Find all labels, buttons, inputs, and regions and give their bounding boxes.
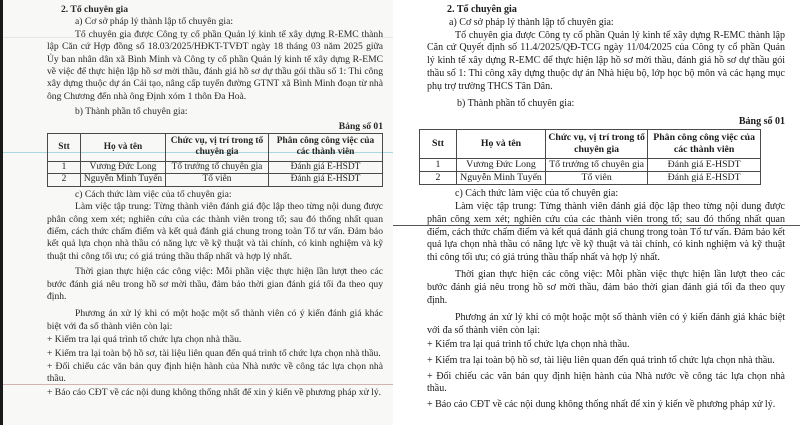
section-c-paragraph-2: Thời gian thực hiện các công việc: Mỗi phần việc thực hiện lần lượt theo các bước đánh giá nêu trong hồ sơ mời thầu, đảm bảo thời gian đánh giá tối đa theo quy định. [47,266,383,302]
section-b-title: b) Thành phần tổ chuyên gia: [457,97,575,109]
header-cell: Phân công công việc của các thành viên [648,130,761,159]
table-cell: 1 [420,159,457,172]
section-c-paragraph-1: Làm việc tập trung: Từng thành viên đánh giá độc lập theo từng nội dung được phân công xem xét; nghiên cứu của các thành viên trong tổ; sau đó thống nhất quan điểm, cách thức chấm điểm và kết quả đánh giá chung trong toàn Tổ tư vấn. Đảm bảo kết quả lựa chọn nhà thầu có năng lực về kỹ thuật và tài chính, có kinh nghiệm và kỹ thuật thi công tối ưu; có giá trúng thầu thấp nhất và hợp lý nhất. [47,201,383,262]
bullet-item: + Kiểm tra lại toàn bộ hồ sơ, tài liệu liên quan đến quá trình tổ chức lựa chọn nhà thầu. [427,354,775,366]
bullet-item: + Kiểm tra lại quá trình tổ chức lựa chọn nhà thầu. [427,338,630,350]
table-cell: 2 [420,172,457,185]
table-cell: Tổ trưởng tổ chuyên gia [546,159,648,172]
bullet-item: + Đối chiếu các văn bản quy định hiện hành của Nhà nước về công tác lựa chọn nhà thầu. [427,370,785,395]
section-b-title: b) Thành phần tổ chuyên gia: [75,106,188,118]
table-cell: Nguyễn Minh Tuyến [457,172,546,185]
section-c-paragraph-3: Phương án xử lý khi có một hoặc một số thành viên có ý kiến đánh giá khác biệt với đa số thành viên còn lại: [427,312,785,337]
header-cell: Chức vụ, vị trí trong tổ chuyên gia [166,134,269,162]
table-cell: Đánh giá E-HSDT [268,174,382,186]
header-cell: Stt [420,130,457,159]
section-c-title: c) Cách thức làm việc của tổ chuyên gia: [75,188,232,200]
section-c-title: c) Cách thức làm việc của tổ chuyên gia: [455,188,619,200]
bullet-item: + Kiểm tra lại toàn bộ hồ sơ, tài liệu liên quan đến quá trình tổ chức lựa chọn nhà thầu. [47,347,381,359]
table-cell: Đánh giá E-HSDT [648,159,761,172]
bullet-item: + Báo cáo CĐT về các nội dung không thống nhất để xin ý kiến về phương pháp xử lý. [47,386,382,398]
section-c-paragraph-1: Làm việc tập trung: Từng thành viên đánh giá độc lập theo từng nội dung được phân công xem xét; nghiên cứu của các thành viên trong tổ; sau đó thống nhất quan điểm, cách thức chấm điểm và kết quả đánh giá chung trong toàn Tổ tư vấn. Đảm bảo kết quả lựa chọn nhà thầu có năng lực về kỹ thuật và tài chính, có kinh nghiệm và kỹ thuật thi công tối ưu; có giá trúng thầu thấp nhất và hợp lý nhất. [427,200,785,264]
table-cell: Vương Đức Long [81,161,166,173]
section-heading: 2. Tổ chuyên gia [61,4,128,15]
left-document-panel [3,0,393,425]
table-cell: 2 [48,174,81,186]
header-cell: Họ và tên [457,130,546,159]
right-document-panel [393,0,800,425]
expert-team-table [419,129,761,185]
bullet-item: + Báo cáo CĐT về các nội dung không thống nhất để xin ý kiến về phương pháp xử lý. [427,399,776,411]
header-cell: Stt [48,134,81,162]
table-cell: Nguyễn Minh Tuyến [81,174,166,186]
table-cell: Đánh giá E-HSDT [268,161,382,173]
bullet-item: + Đối chiếu các văn bản quy định hiện hành của Nhà nước về công tác lựa chọn nhà thầu. [47,360,383,385]
table-header-row [420,130,761,159]
section-c-paragraph-2: Thời gian thực hiện các công việc: Mỗi phần việc thực hiện lần lượt theo các bước đánh giá nêu trong hồ sơ mời thầu, đảm bảo thời gian đánh giá tối đa theo quy định. [427,268,785,306]
section-a-paragraph: Tổ chuyên gia được Công ty cổ phần Quản lý kinh tế xây dựng R-EMC thành lập Căn cứ Quyết định số 11.4/2025/QĐ-TCG ngày 11/04/2025 của Công ty cổ phần Quản lý kinh tế xây dựng R-EMC để thực hiện lập hồ sơ mời thầu, đánh giá hồ sơ dự thầu gói thầu số 1: Thi công xây dựng thuộc dự án Nhà hiệu bộ, lớp học bộ môn và các hạng mục phụ trợ trường THCS Tân Dân. [427,29,785,92]
header-cell: Chức vụ, vị trí trong tổ chuyên gia [546,130,648,159]
table-row [420,172,761,185]
table-header-row [48,134,383,162]
table-row [420,159,761,172]
section-c-paragraph-3: Phương án xử lý khi có một hoặc một số thành viên có ý kiến đánh giá khác biệt với đa số thành viên còn lại: [47,308,383,332]
header-cell: Phân công công việc của các thành viên [268,134,382,162]
expert-team-table [47,133,383,187]
header-cell: Họ và tên [81,134,166,162]
table-cell: Vương Đức Long [457,159,546,172]
table-caption: Bảng số 01 [338,120,383,132]
section-a-title: a) Cơ sở pháp lý thành lập tổ chuyên gia: [449,16,614,28]
table-cell: Tổ viên [166,174,269,186]
table-caption: Bảng số 01 [738,116,785,128]
bullet-item: + Kiểm tra lại quá trình tổ chức lựa chọn nhà thầu. [47,334,242,346]
table-cell: Đánh giá E-HSDT [648,172,761,185]
table-cell: 1 [48,161,81,173]
section-a-title: a) Cơ sở pháp lý thành lập tổ chuyên gia: [75,16,234,28]
section-a-paragraph: Tổ chuyên gia được Công ty cổ phần Quản lý kinh tế xây dựng R-EMC thành lập Căn cứ Hợp đồng số 18.03/2025/HĐKT-TVĐT ngày 18 tháng 03 năm 2025 giữa Ủy ban nhân dân xã Bình Minh và Công ty cổ phần Quản lý kinh tế xây dựng R-EMC về việc để thực hiện lập hồ sơ mời thầu, đánh giá hồ sơ dự thầu gói thầu số 1: Thi công xây dựng thuộc dự án Cải tạo, nâng cấp tuyến đường GTNT xã Bình Minh đoạn từ nhà ông Chương đến nhà ông Định xóm 1 thôn Đa Hoà. [47,28,383,102]
table-cell: Tổ viên [546,172,648,185]
right-page-content [427,0,785,412]
section-heading: 2. Tổ chuyên gia [447,4,517,15]
left-page-content [47,0,383,399]
table-row [48,161,383,173]
table-row [48,174,383,186]
table-cell: Tổ trưởng tổ chuyên gia [166,161,269,173]
